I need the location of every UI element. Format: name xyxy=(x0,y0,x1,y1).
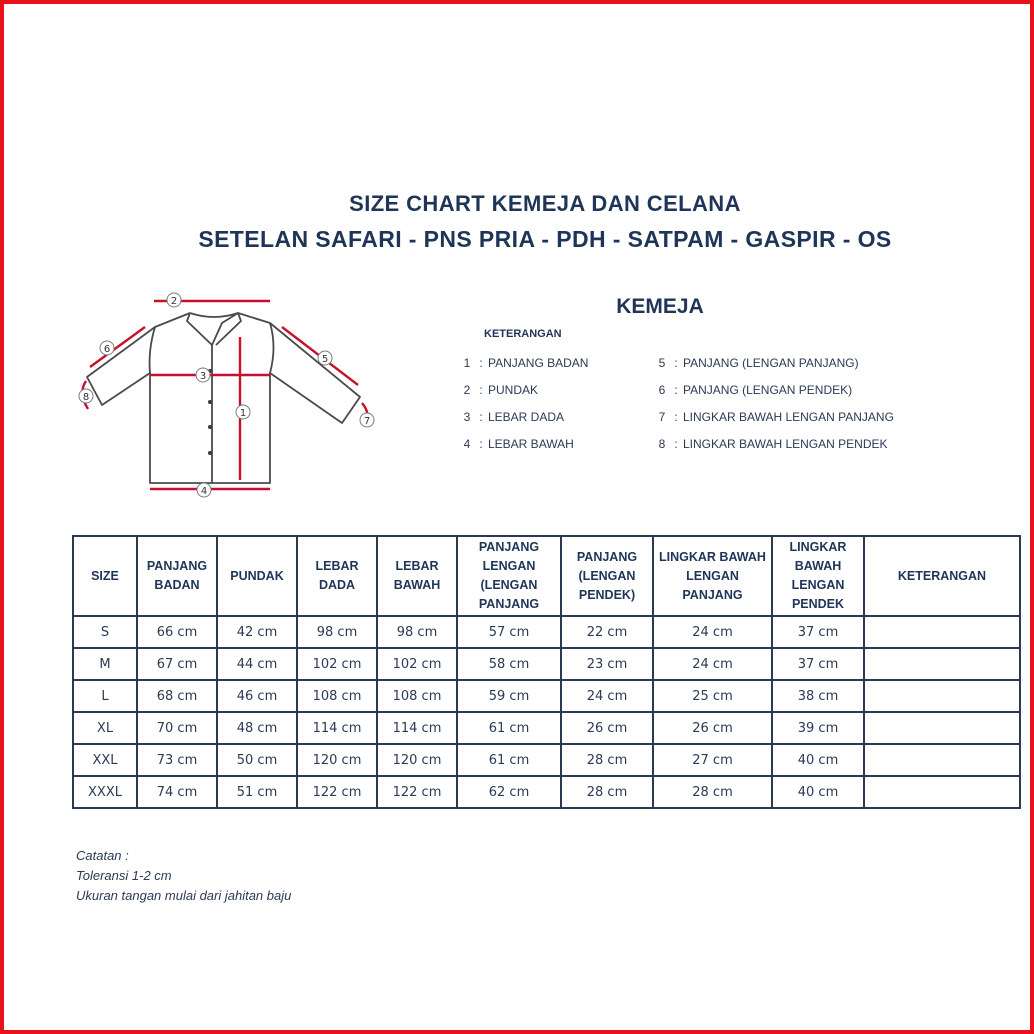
column-header-line: LINGKAR xyxy=(789,540,847,554)
legend-number: 1 xyxy=(463,356,471,370)
legend-label: PANJANG (LENGAN PANJANG) xyxy=(683,356,859,370)
column-header xyxy=(561,536,653,616)
table-cell: 120 cm xyxy=(377,744,457,776)
table-cell: 39 cm xyxy=(772,712,864,744)
legend-number: 8 xyxy=(658,437,666,451)
table-cell: 102 cm xyxy=(377,648,457,680)
legend-number: 6 xyxy=(658,383,666,397)
notes-title: Catatan : xyxy=(76,848,129,863)
table-cell: XXL xyxy=(73,744,137,776)
column-header-line: PANJANG xyxy=(682,587,743,602)
table-cell xyxy=(864,616,1020,648)
table-cell: 61 cm xyxy=(457,744,561,776)
table-cell: 24 cm xyxy=(653,648,772,680)
legend-item xyxy=(655,356,859,370)
shirt-diagram xyxy=(70,285,390,500)
table-cell: 44 cm xyxy=(217,648,297,680)
column-header xyxy=(377,536,457,616)
marker-6: 6 xyxy=(103,344,111,355)
column-header-line: BAWAH xyxy=(393,578,441,592)
measure-markers xyxy=(79,293,374,497)
marker-2: 2 xyxy=(170,296,178,307)
column-header-line: PANJANG xyxy=(146,559,208,573)
page-title: SIZE CHART KEMEJA DAN CELANA xyxy=(349,191,741,216)
table-cell: 58 cm xyxy=(457,648,561,680)
table-row xyxy=(73,680,1020,712)
column-header-line: PANJANG xyxy=(478,597,540,611)
column-header-line: LENGAN xyxy=(482,559,536,573)
table-cell xyxy=(864,680,1020,712)
table-body xyxy=(73,616,1020,808)
table-cell: 73 cm xyxy=(137,744,217,776)
table-cell: 70 cm xyxy=(137,712,217,744)
table-cell: 42 cm xyxy=(217,616,297,648)
marker-7: 7 xyxy=(363,416,371,427)
column-header-line: (LENGAN xyxy=(578,568,636,583)
table-cell: 122 cm xyxy=(377,776,457,808)
marker-8: 8 xyxy=(82,392,90,403)
column-header xyxy=(137,536,217,616)
table-cell: 23 cm xyxy=(561,648,653,680)
column-header-line: BAWAH xyxy=(794,559,842,573)
table-cell: L xyxy=(73,680,137,712)
column-header-line: (LENGAN xyxy=(480,578,538,592)
table-cell xyxy=(864,712,1020,744)
table-cell: XXXL xyxy=(73,776,137,808)
legend-number: 3 xyxy=(463,410,471,424)
section-title: KEMEJA xyxy=(616,295,704,318)
legend-colon: : xyxy=(674,356,678,370)
notes xyxy=(76,846,291,906)
column-header-line: PANJANG xyxy=(576,549,638,564)
column-header xyxy=(653,536,772,616)
legend-label: PANJANG BADAN xyxy=(488,356,589,370)
column-header-line: PENDEK xyxy=(791,597,845,611)
column-header-line: PENDEK) xyxy=(578,587,636,602)
legend-title: KETERANGAN xyxy=(484,328,562,340)
legend-item xyxy=(655,437,888,451)
legend-label: LEBAR BAWAH xyxy=(488,437,574,451)
legend-item xyxy=(460,437,574,451)
table-cell: 67 cm xyxy=(137,648,217,680)
table-cell: 102 cm xyxy=(297,648,377,680)
column-header xyxy=(217,536,297,616)
table-row xyxy=(73,616,1020,648)
table-cell: XL xyxy=(73,712,137,744)
marker-4: 4 xyxy=(200,486,208,497)
table-cell: 120 cm xyxy=(297,744,377,776)
column-header-line: LEBAR xyxy=(315,559,359,573)
legend-label: LINGKAR BAWAH LENGAN PENDEK xyxy=(683,437,888,451)
legend-number: 2 xyxy=(463,383,471,397)
column-header-line: LENGAN xyxy=(791,578,845,592)
table-cell: 37 cm xyxy=(772,648,864,680)
legend-number: 7 xyxy=(658,410,666,424)
column-header xyxy=(772,536,864,616)
column-header-line: PANJANG xyxy=(478,540,540,554)
table-cell: 108 cm xyxy=(377,680,457,712)
table-cell: 22 cm xyxy=(561,616,653,648)
legend-label: LEBAR DADA xyxy=(488,410,565,424)
column-header xyxy=(73,536,137,616)
table-cell: 28 cm xyxy=(653,776,772,808)
legend-item xyxy=(460,383,538,397)
legend-item xyxy=(655,410,894,424)
table-row xyxy=(73,712,1020,744)
legend-colon: : xyxy=(674,383,678,397)
table-cell: 68 cm xyxy=(137,680,217,712)
table-cell xyxy=(864,648,1020,680)
table-cell: 37 cm xyxy=(772,616,864,648)
table-cell: 57 cm xyxy=(457,616,561,648)
legend-colon: : xyxy=(479,383,483,397)
legend-colon: : xyxy=(479,437,483,451)
table-cell: 74 cm xyxy=(137,776,217,808)
table-cell: 25 cm xyxy=(653,680,772,712)
legend-colon: : xyxy=(674,437,678,451)
table-cell: 24 cm xyxy=(561,680,653,712)
marker-5: 5 xyxy=(321,354,329,365)
table-cell: 38 cm xyxy=(772,680,864,712)
marker-1: 1 xyxy=(239,408,247,419)
table-cell: 114 cm xyxy=(297,712,377,744)
legend-number: 4 xyxy=(463,437,471,451)
note-sleeve: Ukuran tangan mulai dari jahitan baju xyxy=(76,888,292,903)
table-header-row xyxy=(73,536,1020,616)
column-header xyxy=(457,536,561,616)
table-cell: 51 cm xyxy=(217,776,297,808)
column-header-line: BADAN xyxy=(154,578,200,592)
table-cell: 40 cm xyxy=(772,744,864,776)
table-cell xyxy=(864,776,1020,808)
table-cell: 26 cm xyxy=(653,712,772,744)
column-header-line: PUNDAK xyxy=(230,568,284,583)
legend-item xyxy=(655,383,852,397)
legend-number: 5 xyxy=(658,356,666,370)
legend-item xyxy=(460,356,588,370)
column-header xyxy=(297,536,377,616)
table-cell: 66 cm xyxy=(137,616,217,648)
page-subtitle: SETELAN SAFARI - PNS PRIA - PDH - SATPAM - GASPIR - OS xyxy=(198,226,892,252)
table-cell: 108 cm xyxy=(297,680,377,712)
column-header-line: KETERANGAN xyxy=(897,568,987,583)
table-row xyxy=(73,744,1020,776)
table-cell: 27 cm xyxy=(653,744,772,776)
legend-label: PUNDAK xyxy=(488,383,539,397)
legend-colon: : xyxy=(479,410,483,424)
column-header xyxy=(864,536,1020,616)
column-header-line: SIZE xyxy=(91,568,119,583)
table-cell: 59 cm xyxy=(457,680,561,712)
column-header-line: LEBAR xyxy=(395,559,439,573)
table-cell: 114 cm xyxy=(377,712,457,744)
column-header-line: LINGKAR BAWAH xyxy=(659,549,766,564)
measure-lines xyxy=(82,301,367,489)
table-cell: 61 cm xyxy=(457,712,561,744)
table-cell: 98 cm xyxy=(377,616,457,648)
table-cell: 28 cm xyxy=(561,776,653,808)
column-header-line: LENGAN xyxy=(686,568,739,583)
table-cell: 48 cm xyxy=(217,712,297,744)
marker-3: 3 xyxy=(199,371,207,382)
table-cell: 50 cm xyxy=(217,744,297,776)
note-tolerance: Toleransi 1-2 cm xyxy=(76,868,172,883)
legend-label: LINGKAR BAWAH LENGAN PANJANG xyxy=(683,410,894,424)
legend-label: PANJANG (LENGAN PENDEK) xyxy=(683,383,853,397)
table-cell: 46 cm xyxy=(217,680,297,712)
table-cell: 26 cm xyxy=(561,712,653,744)
legend-item xyxy=(460,410,564,424)
legend-colon: : xyxy=(479,356,483,370)
table-cell: M xyxy=(73,648,137,680)
table-cell: 62 cm xyxy=(457,776,561,808)
table-cell: 28 cm xyxy=(561,744,653,776)
table-cell: S xyxy=(73,616,137,648)
column-header-line: DADA xyxy=(318,578,356,592)
table-cell: 24 cm xyxy=(653,616,772,648)
table-row xyxy=(73,648,1020,680)
size-table xyxy=(72,535,1021,809)
legend-colon: : xyxy=(674,410,678,424)
table-cell: 98 cm xyxy=(297,616,377,648)
table-row xyxy=(73,776,1020,808)
table-cell: 122 cm xyxy=(297,776,377,808)
table-cell: 40 cm xyxy=(772,776,864,808)
table-cell xyxy=(864,744,1020,776)
